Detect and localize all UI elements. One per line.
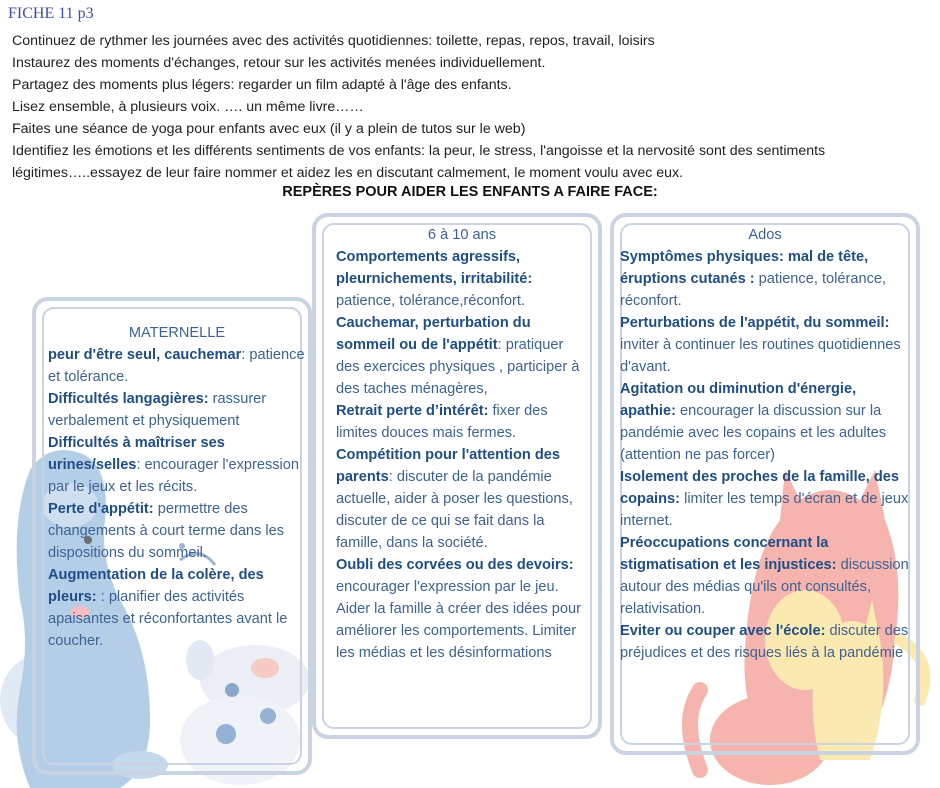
item-text: limiter les temps d'écran et de jeux internet.: [620, 491, 909, 529]
item-heading: Cauchemar, perturbation du sommeil ou de l'appétit: [336, 315, 531, 353]
item-text: patience, tolérance,réconfort.: [336, 293, 526, 309]
list-item: [620, 532, 910, 620]
list-item: [48, 388, 306, 432]
item-heading: Symptômes physiques: mal de tête, éruptions cutanés :: [620, 249, 869, 287]
item-heading: Agitation ou diminution d'énergie, apathie:: [620, 381, 857, 419]
list-item: [620, 466, 910, 532]
maternelle-title: MATERNELLE: [128, 325, 226, 341]
maternelle-column: [48, 322, 306, 652]
list-item: [48, 432, 306, 498]
six-dix-column: [336, 224, 588, 664]
item-heading: Eviter ou couper avec l'école:: [620, 623, 826, 639]
list-item: [48, 564, 306, 652]
item-heading: Difficultés à maîtriser ses urines/selles: [48, 435, 225, 473]
list-item: [336, 400, 588, 444]
item-heading: Isolement des proches de la famille, des copains:: [620, 469, 900, 507]
list-item: [336, 246, 588, 312]
item-text: : planifier des activités apaisantes et réconfortantes avant le coucher.: [48, 589, 288, 649]
list-item: [620, 620, 910, 664]
intro-line: Partagez des moments plus légers: regarder un film adapté à l'âge des enfants.: [12, 77, 512, 93]
list-item: [336, 444, 588, 554]
item-heading: Augmentation de la colère, des pleurs:: [48, 567, 264, 605]
intro-line: Lisez ensemble, à plusieurs voix. …. un même livre……: [12, 99, 364, 115]
item-heading: peur d'être seul, cauchemar: [48, 347, 242, 363]
ados-column: [620, 224, 910, 664]
item-heading: Perte d'appétit:: [48, 501, 154, 517]
list-item: [620, 246, 910, 312]
item-text: encourager l'expression par le jeu. Aider la famille à créer des idées pour améliorer les comportements. Limiter les médias et les désinformations: [336, 579, 581, 661]
list-item: [48, 498, 306, 564]
item-text: permettre des changements à court terme dans les dispositions du sommeil.: [48, 501, 285, 561]
item-text: patience, tolérance, réconfort.: [620, 271, 887, 309]
intro-line: Instaurez des moments d'échanges, retour sur les activités menées individuellement.: [12, 55, 546, 71]
intro-line: Identifiez les émotions et les différents sentiments de vos enfants: la peur, le stress, l'angoisse et la nervosité sont des sentiments légitimes…..essayez de leur faire nommer et aidez les en discutant calmement, le moment voulu avec eux.: [12, 143, 826, 181]
item-heading: Préoccupations concernant la stigmatisation et les injustices:: [620, 535, 837, 573]
item-text: encourager la discussion sur la pandémie avec les copains et les adultes (attention ne pas forcer): [620, 403, 887, 463]
ados-title: Ados: [748, 227, 782, 243]
item-text: : encourager l'expression par le jeux et les récits.: [48, 457, 300, 495]
fiche-header: FICHE 11 p3: [8, 5, 94, 22]
list-item: [620, 312, 910, 378]
item-text: discuter des préjudices et des risques liés à la pandémie: [620, 623, 909, 661]
section-title: REPÈRES POUR AIDER LES ENFANTS A FAIRE FACE:: [282, 184, 658, 200]
six-dix-title: 6 à 10 ans: [427, 227, 497, 243]
item-text: discussion autour des médias qu'ils ont consultés, relativisation.: [620, 557, 909, 617]
list-item: [620, 378, 910, 466]
list-item: [48, 344, 306, 388]
item-text: inviter à continuer les routines quotidiennes d'avant.: [620, 337, 901, 375]
item-text: fixer des limites douces mais fermes.: [336, 403, 548, 441]
item-heading: Comportements agressifs, pleurnichements, irritabilité:: [336, 249, 533, 287]
item-heading: Oubli des corvées ou des devoirs:: [336, 557, 574, 573]
item-text: rassurer verbalement et physiquement: [48, 391, 267, 429]
intro-line: Faites une séance de yoga pour enfants avec eux (il y a plein de tutos sur le web): [12, 121, 526, 137]
intro-line: Continuez de rythmer les journées avec des activités quotidiennes: toilette, repas, repos, travail, loisirs: [12, 33, 655, 49]
item-text: : pratiquer des exercices physiques , participer à des taches ménagères,: [336, 337, 580, 397]
item-heading: Perturbations de l'appétit, du sommeil:: [620, 315, 890, 331]
list-item: [336, 312, 588, 400]
item-text: : discuter de la pandémie actuelle, aider à poser les questions, discuter de ce qui se fait dans la famille, dans la société.: [336, 469, 573, 551]
intro-text: [12, 30, 912, 184]
item-text: : patience et tolérance.: [48, 347, 305, 385]
item-heading: Difficultés langagières:: [48, 391, 209, 407]
item-heading: Retrait perte d’intérêt:: [336, 403, 489, 419]
item-heading: Compétition pour l'attention des parents: [336, 447, 560, 485]
list-item: [336, 554, 588, 664]
